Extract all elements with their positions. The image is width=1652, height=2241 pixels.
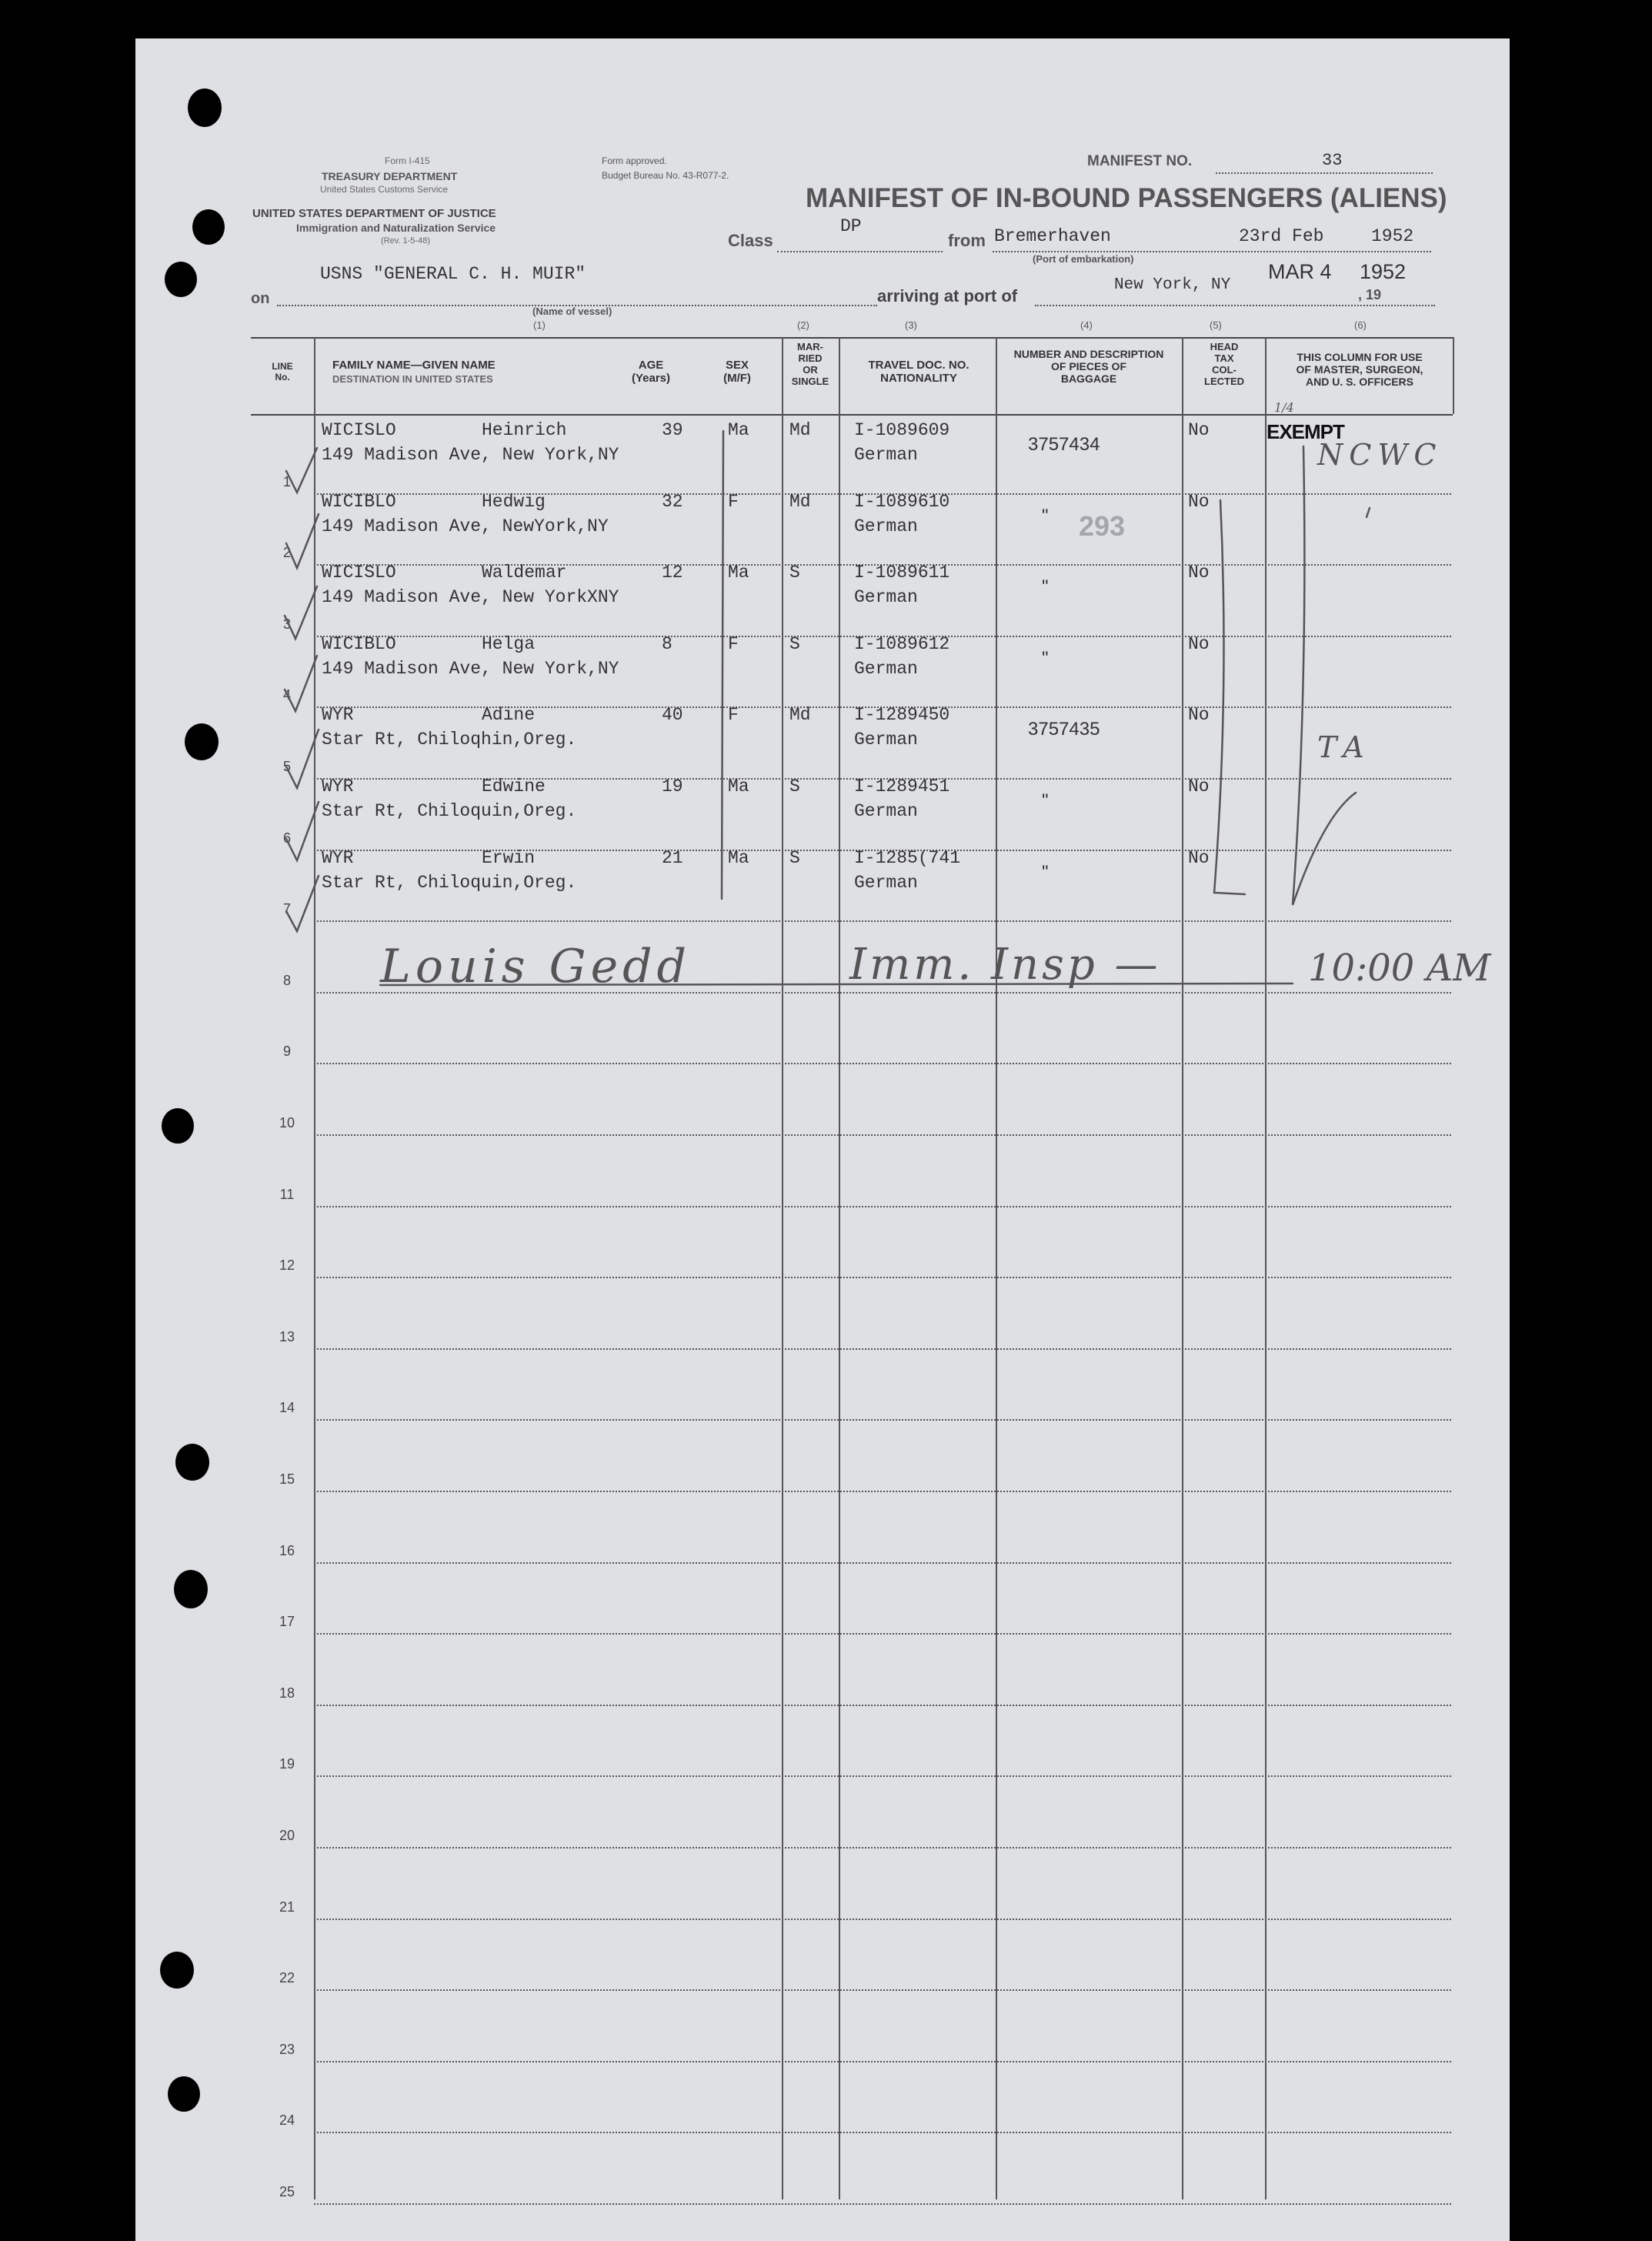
passenger-baggage: 3757434	[1028, 434, 1100, 455]
passenger-address: 149 Madison Ave, New York,NY	[322, 445, 619, 465]
ditto-mark	[1367, 508, 1370, 517]
ins-form-revision: (Rev. 1-5-48)	[381, 236, 430, 245]
passenger-nationality: German	[854, 445, 918, 465]
line-number: 15	[279, 1471, 295, 1487]
passenger-family-name: WYR	[322, 777, 354, 797]
married-header: MAR- RIED OR SINGLE	[791, 341, 829, 387]
line-number: 19	[279, 1756, 295, 1772]
column-number: (2)	[797, 319, 809, 331]
passenger-family-name: WICIBLO	[322, 491, 396, 512]
head-tax-header: HEAD TAX COL- LECTED	[1204, 341, 1244, 387]
embarkation-date: 23rd Feb	[1239, 226, 1324, 246]
baggage-header: NUMBER AND DESCRIPTION OF PIECES OF BAGGAGE	[1013, 348, 1164, 386]
check-mark	[286, 876, 319, 931]
passenger-marital-status: Md	[789, 705, 811, 726]
arrival-date-stamp: MAR 4	[1268, 260, 1332, 283]
passenger-travel-doc: I-1285(741	[854, 847, 961, 868]
passenger-marital-status: S	[789, 847, 800, 868]
age-header: AGE (Years)	[631, 359, 671, 386]
passenger-address: 149 Madison Ave, NewYork,NY	[322, 516, 609, 536]
passenger-marital-status: Md	[789, 420, 811, 440]
passenger-head-tax: No	[1188, 847, 1210, 868]
class-value: DP	[840, 216, 862, 236]
passenger-age: 19	[662, 777, 683, 797]
passenger-sex: F	[728, 705, 739, 726]
passenger-given-name: Waldemar	[482, 563, 567, 583]
underline-signature	[380, 984, 1293, 985]
stamp-number: 293	[1079, 510, 1126, 542]
passenger-nationality: German	[854, 801, 918, 821]
form-number: Form I-415	[385, 155, 430, 166]
line-number: 21	[279, 1899, 295, 1915]
travel-doc-header: TRAVEL DOC. NO. NATIONALITY	[868, 359, 970, 386]
line-number: 7	[282, 901, 291, 917]
passenger-family-name: WICISLO	[322, 563, 396, 583]
manifest-number-label: MANIFEST NO.	[1087, 153, 1193, 169]
column-number: (4)	[1080, 319, 1093, 331]
passenger-marital-status: S	[789, 777, 800, 797]
from-label: from	[948, 231, 986, 250]
passenger-given-name: Helga	[482, 633, 536, 654]
passenger-sex: Ma	[728, 420, 749, 440]
passenger-travel-doc: I-1089610	[854, 491, 950, 512]
manifest-title: MANIFEST OF IN-BOUND PASSENGERS (ALIENS)	[806, 183, 1447, 213]
line-number: 11	[279, 1186, 295, 1202]
passenger-given-name: Edwine	[482, 777, 546, 797]
passenger-baggage: "	[1042, 790, 1049, 811]
column-number: (3)	[905, 319, 917, 331]
passenger-address: 149 Madison Ave, New York,NY	[322, 658, 619, 679]
passenger-baggage: "	[1042, 861, 1049, 883]
passenger-travel-doc: I-1089612	[854, 633, 950, 654]
passenger-travel-doc: I-1289450	[854, 705, 950, 726]
passenger-age: 32	[662, 491, 683, 512]
passenger-nationality: German	[854, 872, 918, 893]
passenger-baggage: "	[1042, 576, 1049, 598]
passenger-nationality: German	[854, 658, 918, 679]
line-number: 25	[279, 2184, 295, 2199]
port-embarkation-caption: (Port of embarkation)	[1033, 253, 1134, 265]
passenger-age: 8	[662, 633, 672, 654]
vessel-name: USNS "GENERAL C. H. MUIR"	[320, 264, 586, 284]
passenger-given-name: Adine	[482, 705, 536, 726]
passenger-marital-status: S	[789, 633, 800, 654]
passenger-address: 149 Madison Ave, New YorkXNY	[322, 587, 619, 608]
destination-header: DESTINATION IN UNITED STATES	[332, 373, 493, 385]
ta-annotation: TA	[1317, 730, 1372, 764]
department-of-justice: UNITED STATES DEPARTMENT OF JUSTICE	[252, 207, 496, 220]
passenger-marital-status: Md	[789, 491, 811, 512]
line-number: 18	[279, 1685, 295, 1701]
passenger-head-tax: No	[1188, 705, 1210, 726]
line-number: 9	[282, 1044, 291, 1060]
officers-column-header: THIS COLUMN FOR USE OF MASTER, SURGEON, AND U. S. OFFICERS	[1296, 351, 1423, 389]
class-label: Class	[728, 231, 773, 250]
officer-note: 1/4	[1274, 400, 1294, 415]
line-number: 8	[282, 972, 291, 988]
column-number: (6)	[1354, 319, 1367, 331]
inspector-signature: Louis Gedd	[380, 940, 691, 994]
check-mark	[285, 656, 317, 711]
passenger-travel-doc: I-1089609	[854, 420, 950, 440]
ncwc-annotation: NCWC	[1317, 438, 1443, 472]
passenger-sex: F	[728, 491, 739, 512]
passenger-sex: Ma	[728, 847, 749, 868]
line-number: 24	[279, 2112, 295, 2129]
line-number: 4	[282, 687, 291, 703]
officer-bracket	[1293, 446, 1356, 905]
embarkation-year: 1952	[1371, 226, 1414, 246]
line-number: 14	[279, 1400, 295, 1416]
treasury-department: TREASURY DEPARTMENT	[322, 170, 458, 182]
passenger-head-tax: No	[1188, 491, 1210, 512]
passenger-marital-status: S	[789, 563, 800, 583]
check-mark	[286, 802, 319, 860]
sex-bracket	[722, 431, 723, 899]
line-number: 23	[279, 2041, 295, 2057]
sex-header: SEX (M/F)	[723, 359, 751, 386]
customs-service: United States Customs Service	[320, 184, 449, 195]
manifest-number: 33	[1322, 151, 1343, 170]
passenger-family-name: WICIBLO	[322, 633, 396, 654]
passenger-family-name: WYR	[322, 847, 354, 868]
passenger-nationality: German	[854, 587, 918, 608]
inspection-time: 10:00 AM	[1308, 947, 1491, 990]
line-number: 16	[279, 1542, 295, 1558]
exempt-stamp: EXEMPT	[1267, 420, 1344, 443]
vessel-caption: (Name of vessel)	[532, 306, 612, 317]
form-approved: Form approved.	[602, 155, 667, 166]
passenger-family-name: WICISLO	[322, 420, 396, 440]
inspector-title: Imm. Insp —	[849, 940, 1161, 990]
passenger-sex: F	[728, 633, 739, 654]
passenger-age: 40	[662, 705, 683, 726]
check-mark	[286, 448, 317, 493]
passenger-travel-doc: I-1089611	[854, 563, 950, 583]
line-number-header: LINE No.	[272, 361, 293, 382]
passenger-age: 21	[662, 847, 683, 868]
check-mark	[285, 586, 317, 639]
passenger-head-tax: No	[1188, 777, 1210, 797]
line-number: 6	[282, 830, 291, 846]
arrival-year-stamp: 1952	[1360, 260, 1407, 283]
port-of-embarkation: Bremerhaven	[994, 226, 1111, 246]
line-number: 13	[279, 1328, 295, 1344]
line-number: 5	[282, 759, 291, 774]
passenger-head-tax: No	[1188, 563, 1210, 583]
passenger-nationality: German	[854, 516, 918, 536]
check-mark	[286, 514, 319, 568]
budget-bureau-number: Budget Bureau No. 43-R077-2.	[602, 170, 729, 181]
passenger-age: 39	[662, 420, 683, 440]
line-number: 20	[279, 1828, 295, 1843]
on-label: on	[251, 290, 270, 307]
line-number: 2	[282, 545, 291, 561]
year-suffix: , 19	[1358, 287, 1382, 302]
passenger-head-tax: No	[1188, 633, 1210, 654]
passenger-given-name: Heinrich	[482, 420, 567, 440]
passenger-baggage: 3757435	[1028, 719, 1100, 740]
line-number: 17	[279, 1614, 295, 1630]
column-number: (1)	[533, 319, 546, 331]
passenger-baggage: "	[1042, 647, 1049, 669]
line-number: 1	[282, 473, 291, 489]
passenger-given-name: Erwin	[482, 847, 536, 868]
immigration-service: Immigration and Naturalization Service	[296, 222, 496, 234]
passenger-family-name: WYR	[322, 705, 354, 726]
passenger-nationality: German	[854, 730, 918, 750]
passenger-travel-doc: I-1289451	[854, 777, 950, 797]
passenger-head-tax: No	[1188, 420, 1210, 440]
passenger-baggage: "	[1042, 505, 1049, 526]
passenger-sex: Ma	[728, 777, 749, 797]
arriving-label: arriving at port of	[877, 286, 1018, 306]
line-number: 22	[279, 1970, 295, 1986]
passenger-address: Star Rt, Chiloquin,Oreg.	[322, 872, 577, 893]
column-number: (5)	[1210, 319, 1222, 331]
port-of-arrival: New York, NY	[1114, 276, 1231, 294]
family-name-header: FAMILY NAME—GIVEN NAME	[332, 359, 496, 372]
passenger-age: 12	[662, 563, 683, 583]
check-mark	[286, 730, 319, 788]
tax-bracket	[1214, 500, 1245, 894]
passenger-address: Star Rt, Chiloqhin,Oreg.	[322, 730, 577, 750]
line-number: 10	[279, 1115, 295, 1131]
passenger-given-name: Hedwig	[482, 491, 546, 512]
line-number: 12	[279, 1257, 295, 1274]
line-number: 3	[282, 616, 291, 632]
passenger-address: Star Rt, Chiloquin,Oreg.	[322, 801, 577, 821]
passenger-sex: Ma	[728, 563, 749, 583]
